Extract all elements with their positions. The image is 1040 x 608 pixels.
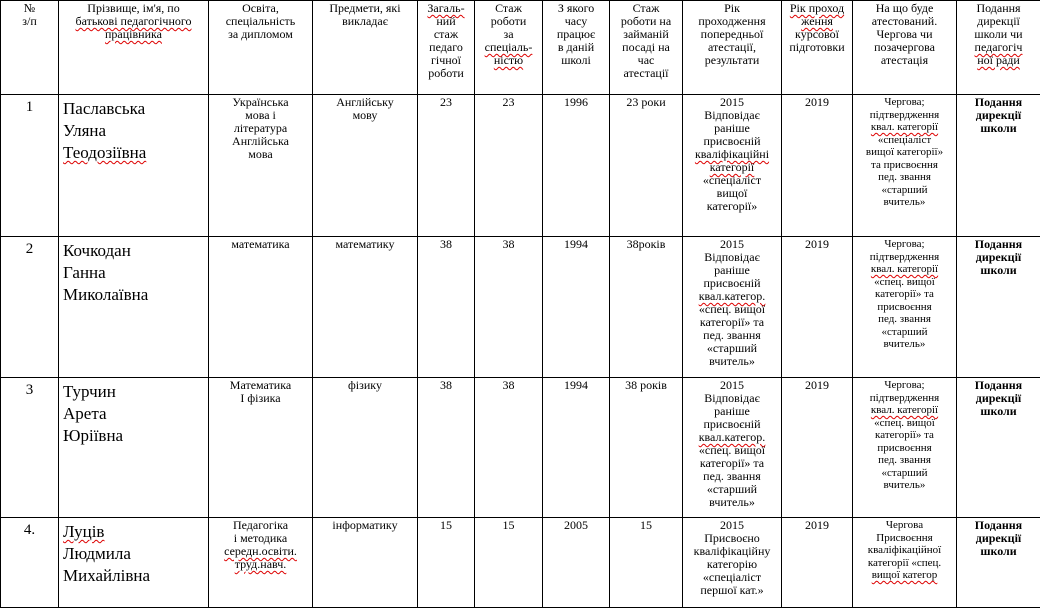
position-exp: 38 років	[610, 378, 683, 518]
header-since: З якого часу працює в даній школі	[543, 1, 610, 95]
prev-attestation: 2015 Присвоєно кваліфікаційну категорію «спеціаліст першої кат.»	[683, 518, 782, 608]
subjects: математику	[313, 237, 418, 378]
position-exp: 23 роки	[610, 95, 683, 237]
subjects: інформатику	[313, 518, 418, 608]
course-year: 2019	[782, 378, 853, 518]
header-education: Освіта, спеціальність за дипломом	[209, 1, 313, 95]
attest-type: Чергова; підтвердження квал. категорії «спец. вищої категорії» та присвоєння пед. звання «старший вчитель»	[853, 378, 957, 518]
attest-type: Чергова; підтвердження квал. категорії «спец. вищої категорії» та присвоєння пед. звання «старший вчитель»	[853, 237, 957, 378]
header-num: № з/п	[1, 1, 59, 95]
subjects: фізику	[313, 378, 418, 518]
education: Педагогіка і методика середн.освіти. труд.навч.	[209, 518, 313, 608]
header-subjects: Предмети, які викладає	[313, 1, 418, 95]
total-exp: 15	[418, 518, 475, 608]
submission: Подання дирекції школи	[957, 518, 1040, 608]
position-exp: 15	[610, 518, 683, 608]
header-spec-exp: Стаж роботи за спеціаль- ністю	[475, 1, 543, 95]
table-row	[1, 518, 1040, 608]
teacher-name: Кочкодан Ганна Миколаївна	[59, 237, 209, 378]
since: 1994	[543, 378, 610, 518]
position-exp: 38років	[610, 237, 683, 378]
header-prev-attestation: Рік проходження попередньої атестації, результати	[683, 1, 782, 95]
header-submission: Подання дирекції школи чи педагогіч ної ради	[957, 1, 1040, 95]
spec-exp: 15	[475, 518, 543, 608]
table-row	[1, 237, 1040, 378]
row-num: 1	[1, 95, 59, 237]
teacher-name: Паславська Уляна Теодозіївна	[59, 95, 209, 237]
table-row	[1, 378, 1040, 518]
education: математика	[209, 237, 313, 378]
row-num: 4.	[1, 518, 59, 608]
teacher-name: Турчин Арета Юріївна	[59, 378, 209, 518]
teacher-name: Луців Людмила Михайлівна	[59, 518, 209, 608]
header-attest-type: На що буде атестований. Чергова чи позачергова атестація	[853, 1, 957, 95]
spec-exp: 23	[475, 95, 543, 237]
course-year: 2019	[782, 95, 853, 237]
attest-type: Чергова Присвоєння кваліфікаційної категорії «спец. вищої категор	[853, 518, 957, 608]
row-num: 2	[1, 237, 59, 378]
submission: Подання дирекції школи	[957, 378, 1040, 518]
course-year: 2019	[782, 237, 853, 378]
submission: Подання дирекції школи	[957, 237, 1040, 378]
prev-attestation: 2015 Відповідає раніше присвоєній квал.категор. «спец. вищої категорії» та пед. звання «старший вчитель»	[683, 237, 782, 378]
since: 2005	[543, 518, 610, 608]
course-year: 2019	[782, 518, 853, 608]
table-row	[1, 95, 1040, 237]
row-num: 3	[1, 378, 59, 518]
total-exp: 38	[418, 237, 475, 378]
education: Математика І фізика	[209, 378, 313, 518]
since: 1996	[543, 95, 610, 237]
total-exp: 38	[418, 378, 475, 518]
header-row	[1, 1, 1040, 95]
header-course-year: Рік проход ження курсової підготовки	[782, 1, 853, 95]
education: Українська мова і література Англійська мова	[209, 95, 313, 237]
header-total-exp: Загаль- ний стаж педаго гічної роботи	[418, 1, 475, 95]
subjects: Англійську мову	[313, 95, 418, 237]
spec-exp: 38	[475, 237, 543, 378]
header-name: Прізвище, ім'я, по батькові педагогічного працівника	[59, 1, 209, 95]
prev-attestation: 2015 Відповідає раніше присвоєній квал.категор. «спец. вищої категорії» та пед. звання «старший вчитель»	[683, 378, 782, 518]
header-position-exp: Стаж роботи на займаній посаді на час атестації	[610, 1, 683, 95]
attest-type: Чергова; підтвердження квал. категорії «спеціаліст вищої категорії» та присвоєння пед. звання «старший вчитель»	[853, 95, 957, 237]
prev-attestation: 2015 Відповідає раніше присвоєній кваліфікаційні категорії «спеціаліст вищої категорії»	[683, 95, 782, 237]
since: 1994	[543, 237, 610, 378]
total-exp: 23	[418, 95, 475, 237]
spec-exp: 38	[475, 378, 543, 518]
submission: Подання дирекції школи	[957, 95, 1040, 237]
